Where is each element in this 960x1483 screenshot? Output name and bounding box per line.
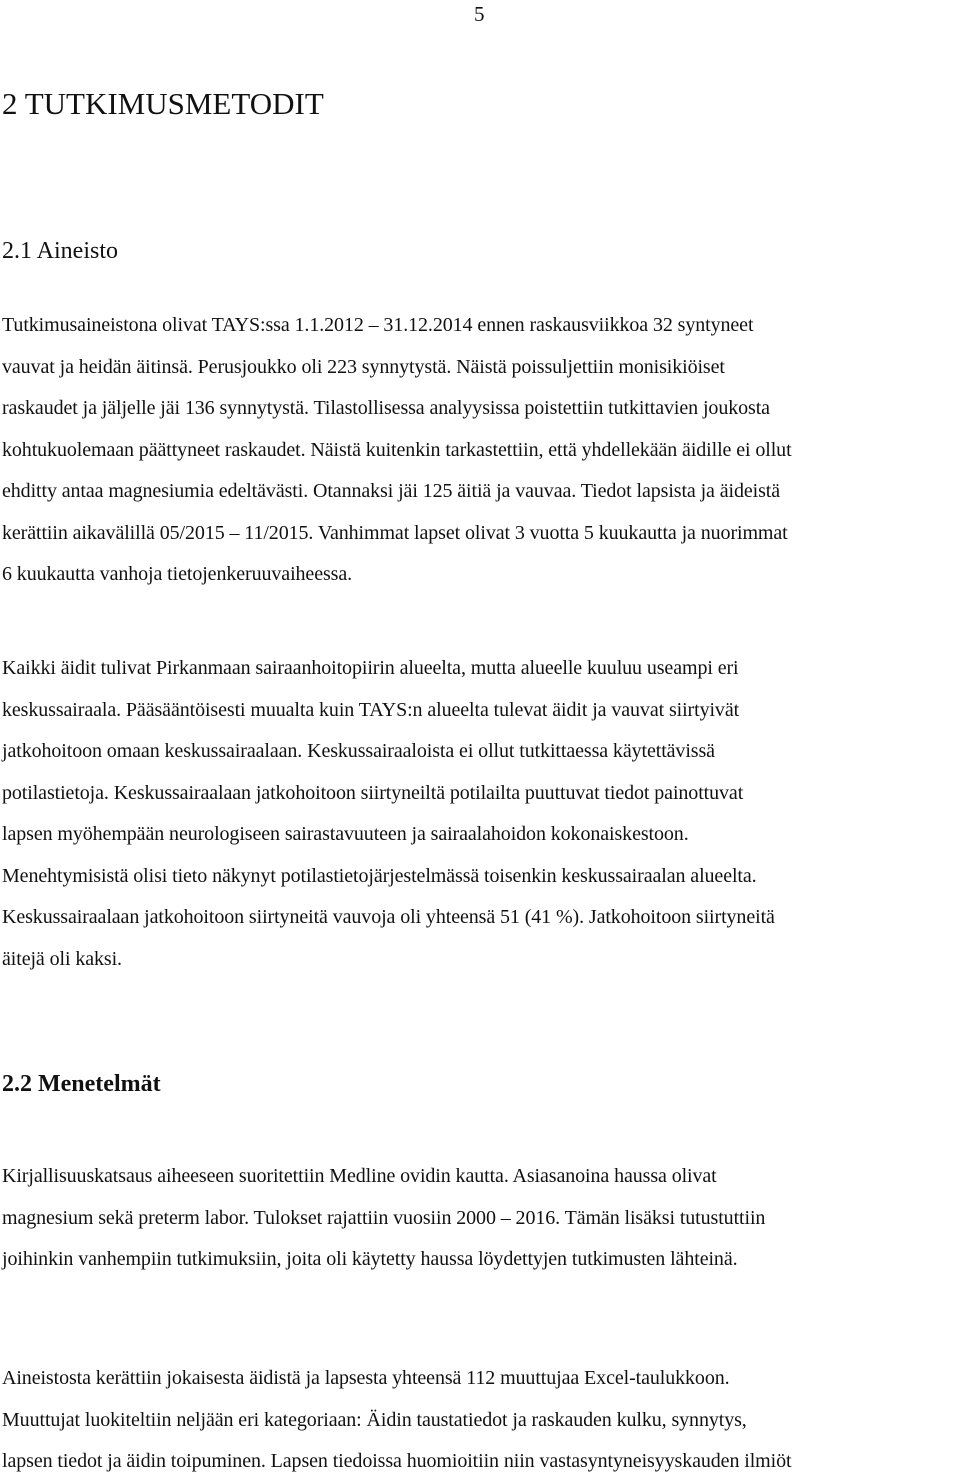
text-line: 6 kuukautta vanhoja tietojenkeruuvaiheessa. bbox=[2, 563, 353, 585]
chapter-heading: 2 TUTKIMUSMETODIT bbox=[2, 86, 324, 121]
section-heading-aineisto: 2.1 Aineisto bbox=[2, 238, 119, 264]
paragraph-aineisto-1 bbox=[2, 305, 958, 596]
section-heading-menetelmat: 2.2 Menetelmät bbox=[2, 1071, 161, 1097]
text-line: lapsen tiedot ja äidin toipuminen. Lapsen tiedoissa huomioitiin niin vastasyntyneisyyskauden ilmiöt bbox=[2, 1450, 792, 1472]
text-line: kerättiin aikavälillä 05/2015 – 11/2015. Vanhimmat lapset olivat 3 vuotta 5 kuukautta ja nuorimmat bbox=[2, 521, 788, 544]
text-line: joihinkin vanhempiin tutkimuksiin, joita oli käytetty haussa löydettyjen tutkimusten lähteinä. bbox=[2, 1248, 738, 1270]
text-line: Kirjallisuuskatsaus aiheeseen suoritettiin Medline ovidin kautta. Asiasanoina haussa olivat bbox=[2, 1165, 717, 1187]
text-line: Keskussairaalaan jatkohoitoon siirtyneitä vauvoja oli yhteensä 51 (41 %). Jatkohoitoon siirtyneitä bbox=[2, 906, 775, 928]
text-line: äitejä oli kaksi. bbox=[2, 947, 122, 970]
text-line: magnesium sekä preterm labor. Tulokset rajattiin vuosiin 2000 – 2016. Tämän lisäksi tutustuttiin bbox=[2, 1206, 766, 1229]
text-line: kohtukuolemaan päättyneet raskaudet. Näistä kuitenkin tarkastettiin, että yhdellekään äidille ei ollut bbox=[2, 438, 792, 461]
paragraph-menetelmat-2 bbox=[2, 1358, 958, 1483]
text-line: vauvat ja heidän äitinsä. Perusjoukko oli 223 synnytystä. Näistä poissuljettiin monisikiöiset bbox=[2, 355, 725, 378]
text-line: Tutkimusaineistona olivat TAYS:ssa 1.1.2012 – 31.12.2014 ennen raskausviikkoa 32 syntyneet bbox=[2, 314, 754, 336]
text-line: Kaikki äidit tulivat Pirkanmaan sairaanhoitopiirin alueelta, mutta alueelle kuuluu useampi eri bbox=[2, 657, 739, 679]
text-line: jatkohoitoon omaan keskussairaalaan. Keskussairaaloista ei ollut tutkittaessa käytettävissä bbox=[2, 740, 715, 762]
text-line: Aineistosta kerättiin jokaisesta äidistä ja lapsesta yhteensä 112 muuttujaa Excel-taulukkoon. bbox=[2, 1367, 730, 1389]
text-line: Muuttujat luokiteltiin neljään eri kategoriaan: Äidin taustatiedot ja raskauden kulku, synnytys, bbox=[2, 1408, 747, 1431]
text-line: raskaudet ja jäljelle jäi 136 synnytystä. Tilastollisessa analyysissa poistettiin tutkittavien joukosta bbox=[2, 397, 770, 419]
text-line: lapsen myöhempään neurologiseen sairastavuuteen ja sairaalahoidon kokonaiskestoon. bbox=[2, 823, 689, 845]
paragraph-aineisto-2 bbox=[2, 648, 958, 980]
page-number: 5 bbox=[474, 2, 485, 26]
text-line: potilastietoja. Keskussairaalaan jatkohoitoon siirtyneiltä potilailta puuttuvat tiedot painottuvat bbox=[2, 781, 744, 804]
text-line: keskussairaala. Pääsääntöisesti muualta kuin TAYS:n alueelta tulevat äidit ja vauvat siirtyivät bbox=[2, 698, 740, 721]
paragraph-menetelmat-1 bbox=[2, 1156, 958, 1281]
text-line: ehditty antaa magnesiumia edeltävästi. Otannaksi jäi 125 äitiä ja vauvaa. Tiedot lapsista ja äideistä bbox=[2, 480, 781, 502]
text-line: Menehtymisistä olisi tieto näkynyt potilastietojärjestelmässä toisenkin keskussairaalan alueelta. bbox=[2, 864, 757, 887]
